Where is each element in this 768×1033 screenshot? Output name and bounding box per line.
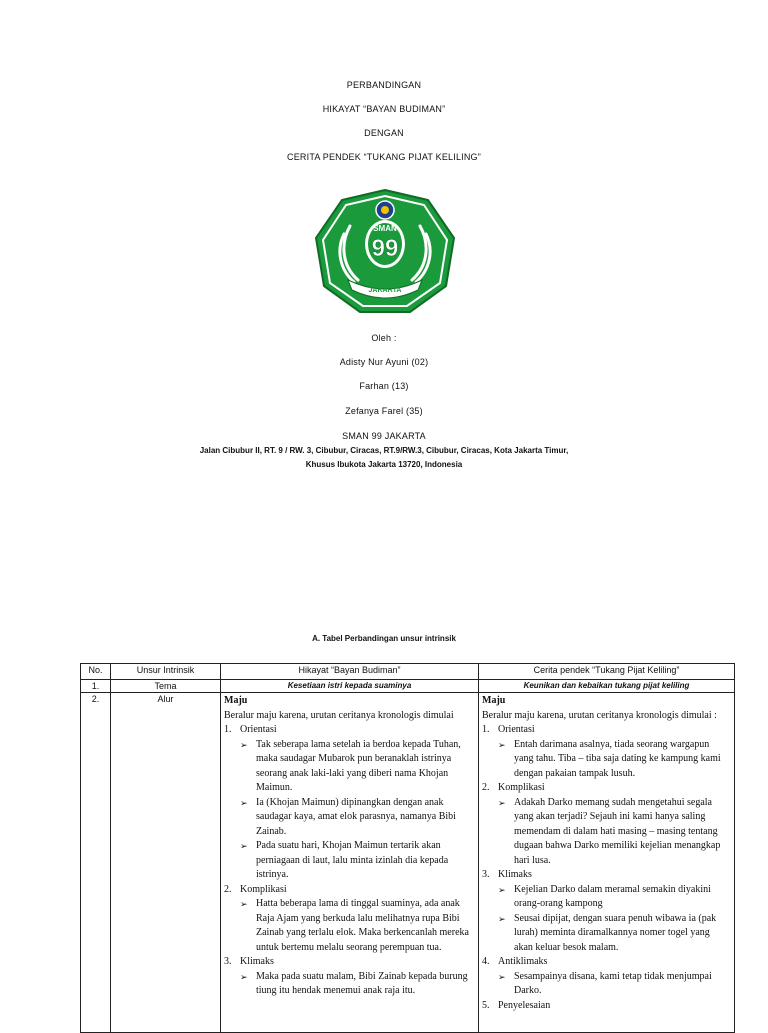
- address-line-1: Jalan Cibubur II, RT. 9 / RW. 3, Cibubur, Ciracas, RT.9/RW.3, Cibubur, Ciracas, Kota Jakarta Timur,: [199, 446, 569, 455]
- section-title: A. Tabel Perbandingan unsur intrinsik: [312, 634, 456, 643]
- stage-number: 4.: [482, 956, 490, 967]
- arrow-bullet-icon: ➢: [498, 739, 506, 750]
- header-no: No.: [81, 664, 111, 680]
- title-line-2: HIKAYAT “BAYAN BUDIMAN”: [322, 104, 446, 114]
- author-1: Adisty Nur Ayuni (02): [339, 357, 429, 367]
- row1-unsur: Tema: [111, 680, 221, 693]
- stage-label: Antiklimaks: [498, 956, 548, 967]
- arrow-bullet-icon: ➢: [498, 971, 506, 982]
- row2-no: 2.: [81, 693, 111, 1033]
- title-line-1: PERBANDINGAN: [346, 80, 422, 90]
- cerpen-alur-intro: Beralur maju karena, urutan ceritanya kronologis dimulai :: [482, 709, 717, 721]
- table-header-row: [81, 664, 735, 680]
- stage-sub-item: [224, 839, 475, 883]
- stage-sub-text: Hatta beberapa lama di tinggal suaminya, ada anak Raja Ajam yang berkuda lalu melihatnya rupa Bibi Zainab yang terlalu elok. Maka berkencanlah mereka untuk bertemu melalu seorang perempuan tua.: [256, 898, 469, 953]
- stage-number: 2.: [482, 782, 490, 793]
- stage-sub-item: [482, 796, 731, 869]
- stage-sub-item: [482, 738, 731, 782]
- arrow-bullet-icon: ➢: [498, 797, 506, 808]
- author-2: Farhan (13): [359, 381, 409, 391]
- stage-item: [482, 723, 731, 738]
- row2-unsur: Alur: [111, 693, 221, 1033]
- stage-sub-text: Adakah Darko memang sudah mengetahui segala yang akan terjadi? Sejauh ini kami hanya saling memendam di dalam hati masing – masing tentang dugaan bahwa Darko memiliki kejelian menangkap hari lusa.: [514, 796, 721, 866]
- stage-sub-item: [482, 970, 731, 999]
- row1-cerpen: Keunikan dan kebaikan tukang pijat keliling: [479, 680, 735, 693]
- arrow-bullet-icon: ➢: [240, 899, 248, 909]
- stage-label: Komplikasi: [498, 782, 545, 793]
- stage-number: 2.: [224, 883, 232, 895]
- arrow-bullet-icon: ➢: [240, 971, 248, 982]
- stage-label: Klimaks: [498, 869, 532, 880]
- hikayat-alur-intro: Beralur maju karena, urutan ceritanya kronologis dimulai: [224, 709, 454, 721]
- stage-label: Orientasi: [240, 724, 277, 735]
- arrow-bullet-icon: ➢: [240, 739, 248, 750]
- stage-item: [224, 723, 475, 738]
- stage-item: [482, 955, 731, 970]
- stage-item: [224, 883, 475, 898]
- stage-sub-text: Seusai dipijat, dengan suara penuh wibawa ia (pak lurah) meminta diramalkannya nomer togel yang akan keluar besok malam.: [514, 912, 717, 953]
- stage-number: 1.: [224, 724, 232, 735]
- title-line-3: DENGAN: [364, 128, 404, 138]
- author-3: Zefanya Farel (35): [345, 406, 423, 416]
- arrow-bullet-icon: ➢: [498, 913, 506, 924]
- stage-number: 3.: [224, 956, 232, 967]
- header-hikayat: Hikayat “Bayan Budiman”: [221, 664, 479, 680]
- table-row: [81, 680, 735, 693]
- oleh-label: Oleh :: [371, 333, 397, 343]
- stage-label: Orientasi: [498, 724, 535, 735]
- stage-sub-text: Kejelian Darko dalam meramal semakin diyakini orang-orang kampong: [514, 883, 711, 909]
- logo-city-text: JAKARTA: [368, 287, 402, 294]
- stage-sub-text: Sesampainya disana, kami tetap tidak menjumpai Darko.: [514, 970, 712, 996]
- stage-item: [482, 781, 731, 796]
- stage-sub-text: Entah darimana asalnya, tiada seorang wargapun yang tahu. Tiba – tiba saja dating ke kampung kami dengan pakaian tampak lusuh.: [514, 738, 721, 779]
- stage-sub-text: Ia (Khojan Maimun) dipinangkan dengan anak saudagar kaya, amat elok parasnya, namanya Bibi Zainab.: [256, 796, 456, 837]
- arrow-bullet-icon: ➢: [240, 797, 248, 808]
- stage-number: 5.: [482, 999, 490, 1011]
- stage-label: Penyelesaian: [498, 999, 551, 1011]
- arrow-bullet-icon: ➢: [498, 884, 506, 895]
- stage-sub-text: Maka pada suatu malam, Bibi Zainab kepada burung tiung itu hendak menemui anak raja itu.: [256, 970, 468, 996]
- stage-sub-item: [482, 883, 731, 912]
- stage-item: [482, 868, 731, 883]
- school-logo: [310, 186, 460, 318]
- stage-label: Komplikasi: [240, 883, 287, 895]
- stage-sub-item: [224, 970, 475, 999]
- hikayat-alur-heading: Maju: [224, 695, 248, 706]
- school-name: SMAN 99 JAKARTA: [342, 431, 426, 441]
- row1-no: 1.: [81, 680, 111, 693]
- logo-school-text: SMAN: [373, 224, 397, 233]
- table-row: [81, 693, 735, 1033]
- comparison-table: [80, 663, 735, 1033]
- address-line-2: Khusus Ibukota Jakarta 13720, Indonesia: [305, 460, 463, 469]
- stage-sub-item: [224, 796, 475, 840]
- row2-cerpen-cell: [479, 693, 735, 1033]
- title-line-4: CERITA PENDEK “TUKANG PIJAT KELILING”: [287, 152, 481, 162]
- cerpen-stage-list: [482, 723, 731, 1013]
- logo-number-text: 99: [371, 235, 399, 262]
- stage-sub-item: [224, 738, 475, 796]
- row1-hikayat: Kesetiaan istri kepada suaminya: [221, 680, 479, 693]
- stage-sub-item: [482, 912, 731, 956]
- hikayat-stage-list: [224, 723, 475, 999]
- stage-sub-item: [224, 897, 475, 955]
- stage-item: [224, 955, 475, 970]
- stage-label: Klimaks: [240, 956, 274, 967]
- stage-sub-text: Pada suatu hari, Khojan Maimun tertarik akan perniagaan di laut, lalu minta izinlah dia kepada istrinya.: [256, 840, 449, 880]
- row2-hikayat-cell: [221, 693, 479, 1033]
- header-cerpen: Cerita pendek “Tukang Pijat Keliling”: [479, 664, 735, 680]
- stage-item: [482, 999, 731, 1014]
- stage-number: 1.: [482, 724, 490, 735]
- stage-number: 3.: [482, 869, 490, 880]
- cerpen-alur-heading: Maju: [482, 695, 506, 706]
- stage-sub-text: Tak seberapa lama setelah ia berdoa kepada Tuhan, maka saudagar Mubarok pun beranaklah istrinya seorang anak laki-laki yang diberi nama Khojan Maimun.: [256, 738, 461, 793]
- arrow-bullet-icon: ➢: [240, 841, 248, 851]
- header-unsur: Unsur Intrinsik: [111, 664, 221, 680]
